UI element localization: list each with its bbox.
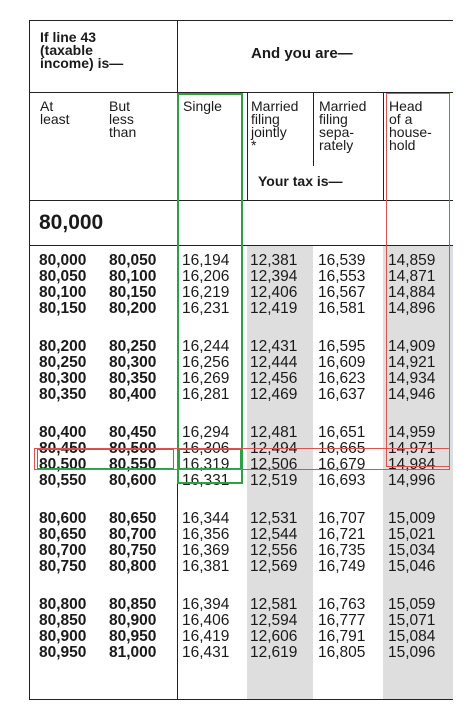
single-label: Single <box>183 98 222 114</box>
mfs-cell: 16,609 <box>318 354 366 371</box>
hoh-cell: 15,046 <box>388 558 436 575</box>
single-cell: 16,431 <box>182 644 230 661</box>
at-least-cell: 80,800 <box>39 596 87 613</box>
at-least-cell: 80,450 <box>39 440 87 457</box>
hoh-cell: 15,034 <box>388 542 436 559</box>
hoh-cell: 14,884 <box>388 284 436 301</box>
but-less-than-cell: 80,800 <box>109 558 157 575</box>
hoh-column-highlight <box>386 93 450 467</box>
mfj-cell: 12,531 <box>250 510 298 527</box>
table-row <box>29 511 453 527</box>
hoh-cell: 15,071 <box>388 612 436 629</box>
hoh-label: Head of a house- hold <box>389 98 432 153</box>
at-least-cell: 80,600 <box>39 510 87 527</box>
mfj-cell: 12,469 <box>250 386 298 403</box>
at-least-cell: 80,550 <box>39 472 87 489</box>
mfs-cell: 16,623 <box>318 370 366 387</box>
hoh-cell: 15,084 <box>388 628 436 645</box>
mfs-cell: 16,791 <box>318 628 366 645</box>
mfs-cell: 16,805 <box>318 644 366 661</box>
mfs-cell: 16,581 <box>318 300 366 317</box>
hoh-cell: 15,096 <box>388 644 436 661</box>
mfj-cell: 12,594 <box>250 612 298 629</box>
but-less-than-cell: 80,750 <box>109 542 157 559</box>
mfj-cell: 12,456 <box>250 370 298 387</box>
single-cell: 16,406 <box>182 612 230 629</box>
but-less-than-cell: 80,300 <box>109 354 157 371</box>
mfj-cell: 12,394 <box>250 268 298 285</box>
mfs-cell: 16,567 <box>318 284 366 301</box>
hoh-cell: 14,959 <box>388 424 436 441</box>
but-less-than-cell: 80,100 <box>109 268 157 285</box>
table-row <box>29 613 453 629</box>
at-least-cell: 80,400 <box>39 424 87 441</box>
mfj-cell: 12,581 <box>250 596 298 613</box>
but-less-than-label: But less than <box>109 98 137 140</box>
table-row <box>29 645 453 661</box>
but-less-than-cell: 80,950 <box>109 628 157 645</box>
hoh-cell: 15,021 <box>388 526 436 543</box>
mfj-cell: 12,481 <box>250 424 298 441</box>
mfs-cell: 16,539 <box>318 252 366 269</box>
at-least-cell: 80,900 <box>39 628 87 645</box>
at-least-cell: 80,150 <box>39 300 87 317</box>
single-cell: 16,256 <box>182 354 230 371</box>
table-row <box>29 559 453 575</box>
at-least-cell: 80,250 <box>39 354 87 371</box>
hoh-cell: 14,971 <box>388 440 436 457</box>
mfs-cell: 16,651 <box>318 424 366 441</box>
at-least-cell: 80,500 <box>39 456 87 473</box>
single-cell: 16,381 <box>182 558 230 575</box>
hoh-cell: 14,859 <box>388 252 436 269</box>
but-less-than-cell: 80,550 <box>109 456 157 473</box>
mfs-cell: 16,707 <box>318 510 366 527</box>
at-least-cell: 80,100 <box>39 284 87 301</box>
hoh-cell: 14,871 <box>388 268 436 285</box>
mfj-cell: 12,619 <box>250 644 298 661</box>
hoh-cell: 14,984 <box>388 456 436 473</box>
single-cell: 16,244 <box>182 338 230 355</box>
at-least-cell: 80,750 <box>39 558 87 575</box>
but-less-than-cell: 80,850 <box>109 596 157 613</box>
hoh-cell: 14,896 <box>388 300 436 317</box>
mfj-cell: 12,431 <box>250 338 298 355</box>
mfj-cell: 12,419 <box>250 300 298 317</box>
but-less-than-cell: 80,650 <box>109 510 157 527</box>
but-less-than-cell: 80,500 <box>109 440 157 457</box>
but-less-than-cell: 80,250 <box>109 338 157 355</box>
mfs-cell: 16,553 <box>318 268 366 285</box>
single-cell: 16,369 <box>182 542 230 559</box>
at-least-cell: 80,700 <box>39 542 87 559</box>
but-less-than-cell: 80,150 <box>109 284 157 301</box>
table-row <box>29 527 453 543</box>
table-row <box>29 629 453 645</box>
mfs-cell: 16,595 <box>318 338 366 355</box>
at-least-cell: 80,000 <box>39 252 87 269</box>
single-column-highlight <box>177 93 243 484</box>
mfs-cell: 16,693 <box>318 472 366 489</box>
tax-table <box>29 20 453 700</box>
section-title: 80,000 <box>39 211 104 234</box>
mfs-cell: 16,665 <box>318 440 366 457</box>
but-less-than-cell: 80,600 <box>109 472 157 489</box>
mfj-cell: 12,544 <box>250 526 298 543</box>
hoh-cell: 15,059 <box>388 596 436 613</box>
mfj-cell: 12,606 <box>250 628 298 645</box>
single-cell: 16,319 <box>182 456 230 473</box>
single-cell: 16,194 <box>182 252 230 269</box>
mfs-cell: 16,735 <box>318 542 366 559</box>
mfj-cell: 12,494 <box>250 440 298 457</box>
single-cell: 16,231 <box>182 300 230 317</box>
single-cell: 16,331 <box>182 472 230 489</box>
mfj-cell: 12,556 <box>250 542 298 559</box>
at-least-cell: 80,950 <box>39 644 87 661</box>
and-you-are-label: And you are— <box>251 45 353 62</box>
but-less-than-cell: 80,450 <box>109 424 157 441</box>
single-cell: 16,344 <box>182 510 230 527</box>
at-least-cell: 80,350 <box>39 386 87 403</box>
hoh-cell: 15,009 <box>388 510 436 527</box>
at-least-cell: 80,050 <box>39 268 87 285</box>
mfs-cell: 16,637 <box>318 386 366 403</box>
mfj-cell: 12,406 <box>250 284 298 301</box>
but-less-than-cell: 80,050 <box>109 252 157 269</box>
mfs-cell: 16,749 <box>318 558 366 575</box>
hoh-cell: 14,934 <box>388 370 436 387</box>
single-cell: 16,206 <box>182 268 230 285</box>
at-least-cell: 80,650 <box>39 526 87 543</box>
hoh-cell: 14,921 <box>388 354 436 371</box>
at-least-label: At least <box>40 98 70 127</box>
mfj-cell: 12,519 <box>250 472 298 489</box>
mfs-cell: 16,721 <box>318 526 366 543</box>
but-less-than-cell: 80,350 <box>109 370 157 387</box>
single-cell: 16,356 <box>182 526 230 543</box>
single-cell: 16,219 <box>182 284 230 301</box>
at-least-cell: 80,300 <box>39 370 87 387</box>
but-less-than-cell: 80,400 <box>109 386 157 403</box>
single-cell: 16,394 <box>182 596 230 613</box>
single-cell: 16,281 <box>182 386 230 403</box>
at-least-cell: 80,850 <box>39 612 87 629</box>
mfj-cell: 12,444 <box>250 354 298 371</box>
single-cell: 16,269 <box>182 370 230 387</box>
single-cell: 16,419 <box>182 628 230 645</box>
hoh-cell: 14,996 <box>388 472 436 489</box>
mfj-cell: 12,381 <box>250 252 298 269</box>
table-row <box>29 543 453 559</box>
but-less-than-cell: 80,700 <box>109 526 157 543</box>
but-less-than-cell: 80,900 <box>109 612 157 629</box>
highlighted-single-value <box>179 449 241 469</box>
mfs-cell: 16,763 <box>318 596 366 613</box>
hoh-cell: 14,946 <box>388 386 436 403</box>
table-row <box>29 597 453 613</box>
mfj-cell: 12,569 <box>250 558 298 575</box>
highlighted-income-range <box>37 449 174 469</box>
mfs-cell: 16,777 <box>318 612 366 629</box>
mfs-label: Married filing sepa- rately <box>319 98 367 153</box>
your-tax-is-label: Your tax is— <box>258 173 343 189</box>
but-less-than-cell: 80,200 <box>109 300 157 317</box>
single-cell: 16,306 <box>182 440 230 457</box>
mfs-cell: 16,679 <box>318 456 366 473</box>
mfj-cell: 12,506 <box>250 456 298 473</box>
mfj-label: Married filing jointly * <box>251 98 299 153</box>
at-least-cell: 80,200 <box>39 338 87 355</box>
line43-label: If line 43 (taxable income) is— <box>40 29 124 71</box>
but-less-than-cell: 81,000 <box>109 644 157 661</box>
hoh-cell: 14,909 <box>388 338 436 355</box>
single-cell: 16,294 <box>182 424 230 441</box>
